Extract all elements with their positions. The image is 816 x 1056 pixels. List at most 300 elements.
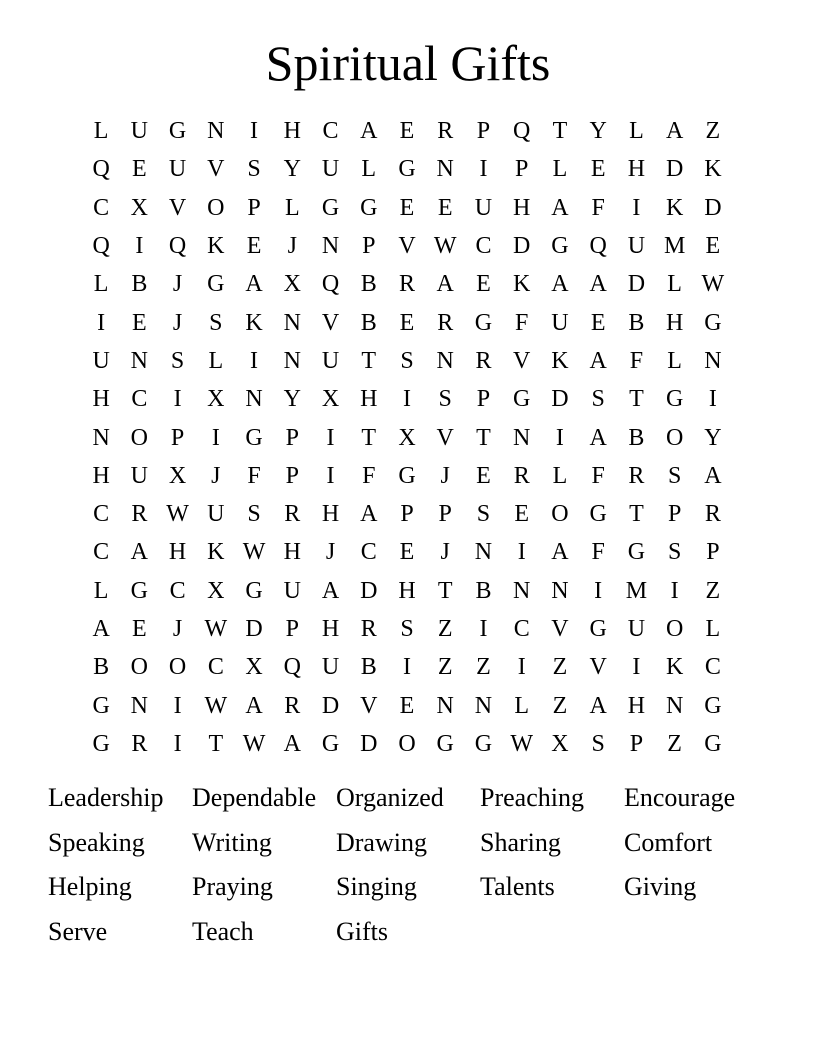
grid-letter: P <box>247 194 261 221</box>
grid-letter: B <box>475 577 492 604</box>
grid-letter: V <box>513 347 531 374</box>
grid-letter: E <box>399 692 415 719</box>
grid-letter: Q <box>283 654 301 681</box>
grid-letter: W <box>166 501 189 528</box>
grid-letter: G <box>589 616 607 642</box>
grid-letter: I <box>326 424 335 451</box>
grid-letter: U <box>321 156 340 183</box>
grid-letter: J <box>172 616 183 642</box>
word-bank-item: Leadership <box>48 783 164 812</box>
grid-letter: E <box>590 309 606 336</box>
grid-letter: N <box>283 347 301 374</box>
grid-letter: A <box>665 118 684 145</box>
grid-letter: L <box>667 347 682 374</box>
grid-letter: P <box>629 730 644 757</box>
grid-letter: L <box>93 271 109 298</box>
grid-letter: T <box>629 386 644 413</box>
grid-letter: D <box>321 692 340 719</box>
grid-letter: R <box>284 692 301 719</box>
grid-letter: G <box>551 233 569 260</box>
grid-letter: G <box>245 424 263 451</box>
grid-letter: H <box>92 462 110 489</box>
grid-row <box>82 533 732 571</box>
grid-letter: I <box>479 156 488 183</box>
grid-letter: A <box>589 271 607 298</box>
grid-letter: U <box>627 233 646 260</box>
grid-letter: N <box>92 424 110 451</box>
grid-letter: H <box>513 194 531 221</box>
grid-letter: I <box>479 616 488 642</box>
grid-letter: U <box>168 156 187 183</box>
grid-letter: Z <box>552 692 568 719</box>
grid-letter: R <box>437 309 454 336</box>
grid-row <box>82 686 732 724</box>
grid-letter: A <box>589 692 607 719</box>
grid-letter: R <box>284 501 301 528</box>
word-bank-item: Encourage <box>624 783 736 812</box>
grid-letter: R <box>513 462 530 489</box>
grid-letter: E <box>514 501 530 528</box>
grid-letter: T <box>361 424 377 451</box>
grid-letter: K <box>245 309 263 336</box>
grid-letter: D <box>704 194 722 221</box>
grid-letter: V <box>436 424 454 451</box>
grid-letter: V <box>321 309 340 336</box>
grid-letter: I <box>326 462 335 489</box>
grid-row <box>82 572 732 610</box>
grid-letter: C <box>207 654 224 681</box>
grid-letter: G <box>436 730 454 757</box>
grid-letter: P <box>706 539 720 566</box>
grid-letter: X <box>283 271 301 298</box>
grid-letter: L <box>284 194 300 221</box>
grid-letter: B <box>360 271 377 298</box>
grid-letter: U <box>321 654 340 681</box>
grid-letter: T <box>208 730 224 757</box>
word-bank-item: Organized <box>336 783 444 812</box>
grid-letter: E <box>246 233 262 260</box>
grid-letter: K <box>513 271 531 298</box>
grid-letter: O <box>551 501 569 528</box>
grid-letter: A <box>245 271 263 298</box>
grid-letter: C <box>704 654 721 681</box>
grid-letter: I <box>211 424 220 451</box>
grid-letter: I <box>517 539 526 566</box>
grid-letter: G <box>398 462 416 489</box>
grid-letter: C <box>131 386 148 413</box>
grid-letter: L <box>208 347 224 374</box>
word-bank <box>48 778 768 956</box>
grid-letter: Q <box>92 156 110 183</box>
grid-letter: I <box>632 194 641 221</box>
grid-letter: R <box>360 616 377 642</box>
grid-letter: V <box>551 616 569 642</box>
grid-letter: H <box>627 156 646 183</box>
grid-letter: W <box>701 271 725 298</box>
grid-letter: D <box>360 730 378 757</box>
grid-letter: E <box>705 233 721 260</box>
grid-letter: O <box>207 194 225 221</box>
grid-letter: H <box>283 539 301 566</box>
word-bank-item: Singing <box>336 872 417 902</box>
grid-letter: F <box>591 194 605 221</box>
grid-letter: L <box>705 616 721 642</box>
grid-letter: E <box>132 309 147 336</box>
grid-letter: Z <box>705 577 721 604</box>
grid-row <box>82 150 732 188</box>
grid-letter: F <box>591 462 605 489</box>
grid-letter: P <box>285 616 299 642</box>
word-bank-item: Teach <box>192 916 254 946</box>
grid-letter: A <box>245 692 263 719</box>
grid-letter: V <box>398 233 416 260</box>
grid-letter: U <box>551 309 569 336</box>
grid-letter: G <box>398 156 416 183</box>
grid-letter: C <box>93 501 110 528</box>
grid-letter: F <box>247 462 261 489</box>
grid-letter: X <box>551 730 569 757</box>
grid-letter: G <box>92 692 110 719</box>
grid-letter: L <box>93 577 109 604</box>
grid-letter: E <box>437 194 453 221</box>
grid-row <box>82 265 732 303</box>
grid-letter: W <box>510 730 534 757</box>
grid-letter: N <box>436 156 454 183</box>
grid-letter: P <box>438 501 452 528</box>
grid-letter: S <box>247 156 261 183</box>
grid-letter: G <box>130 577 149 604</box>
grid-letter: G <box>704 692 722 719</box>
grid-letter: H <box>321 616 340 642</box>
grid-letter: D <box>513 233 531 260</box>
grid-letter: P <box>476 118 491 145</box>
grid-letter: G <box>627 539 646 566</box>
grid-letter: I <box>670 577 679 604</box>
grid-letter: G <box>513 386 531 413</box>
grid-letter: H <box>168 539 187 566</box>
grid-letter: O <box>665 616 684 642</box>
grid-row <box>82 303 732 341</box>
grid-letter: D <box>627 271 646 298</box>
grid-row <box>82 342 732 380</box>
grid-letter: G <box>92 730 110 757</box>
grid-letter: Z <box>552 654 568 681</box>
grid-letter: X <box>245 654 263 681</box>
grid-letter: N <box>513 424 531 451</box>
grid-letter: G <box>474 730 493 757</box>
grid-letter: P <box>170 424 185 451</box>
grid-letter: L <box>552 156 568 183</box>
grid-letter: H <box>627 692 646 719</box>
grid-letter: A <box>130 539 149 566</box>
grid-row <box>82 112 732 150</box>
grid-letter: J <box>325 539 336 566</box>
word-bank-item: Helping <box>48 872 132 902</box>
grid-letter: X <box>130 194 149 221</box>
grid-letter: H <box>92 386 110 413</box>
grid-letter: V <box>168 194 187 221</box>
grid-letter: V <box>360 692 378 719</box>
grid-letter: E <box>590 156 606 183</box>
grid-letter: I <box>402 654 411 681</box>
grid-letter: K <box>207 233 225 260</box>
grid-letter: E <box>399 309 415 336</box>
grid-letter: O <box>130 424 149 451</box>
grid-letter: R <box>131 501 148 528</box>
grid-letter: T <box>361 347 377 374</box>
grid-letter: P <box>285 424 299 451</box>
grid-letter: X <box>207 577 225 604</box>
grid-letter: S <box>667 539 682 566</box>
grid-letter: D <box>245 616 263 642</box>
grid-letter: E <box>476 271 491 298</box>
grid-letter: E <box>399 194 415 221</box>
grid-letter: Q <box>321 271 340 298</box>
grid-letter: G <box>321 194 340 221</box>
grid-letter: Y <box>704 424 722 451</box>
grid-letter: Q <box>92 233 110 260</box>
grid-letter: Z <box>437 616 453 642</box>
grid-letter: W <box>433 233 457 260</box>
grid-letter: P <box>362 233 376 260</box>
grid-letter: T <box>552 118 568 145</box>
grid-letter: K <box>665 194 684 221</box>
grid-letter: I <box>555 424 564 451</box>
grid-letter: E <box>399 539 415 566</box>
grid-letter: L <box>552 462 568 489</box>
grid-letter: G <box>474 309 493 336</box>
grid-letter: S <box>400 616 414 642</box>
grid-letter: U <box>130 462 149 489</box>
grid-letter: S <box>247 501 261 528</box>
grid-letter: U <box>321 347 340 374</box>
grid-letter: A <box>704 462 722 489</box>
grid-letter: B <box>93 654 110 681</box>
word-bank-item: Dependable <box>192 783 317 812</box>
grid-letter: C <box>360 539 377 566</box>
grid-letter: A <box>551 194 569 221</box>
grid-letter: G <box>589 501 607 528</box>
word-bank-item: Talents <box>480 872 555 902</box>
grid-letter: L <box>514 692 530 719</box>
grid-letter: I <box>250 118 259 145</box>
grid-row <box>82 380 732 418</box>
grid-letter: S <box>476 501 491 528</box>
grid-letter: H <box>283 118 301 145</box>
grid-letter: E <box>399 118 415 145</box>
grid-letter: R <box>437 118 454 145</box>
grid-letter: N <box>321 233 340 260</box>
grid-letter: T <box>437 577 453 604</box>
grid-letter: X <box>168 462 187 489</box>
grid-row <box>82 189 732 227</box>
grid-letter: I <box>594 577 603 604</box>
grid-letter: F <box>591 539 605 566</box>
grid-letter: C <box>513 616 530 642</box>
grid-letter: X <box>207 386 225 413</box>
grid-letter: R <box>131 730 148 757</box>
grid-letter: O <box>398 730 416 757</box>
grid-letter: B <box>360 654 377 681</box>
grid-letter: P <box>400 501 414 528</box>
grid-letter: R <box>475 347 492 374</box>
grid-letter: G <box>168 118 187 145</box>
grid-letter: I <box>173 692 182 719</box>
grid-letter: I <box>402 386 411 413</box>
word-bank-item: Gifts <box>336 916 388 946</box>
grid-letter: O <box>665 424 684 451</box>
grid-letter: P <box>667 501 682 528</box>
grid-letter: N <box>436 347 454 374</box>
grid-letter: I <box>173 386 182 413</box>
grid-letter: I <box>632 654 641 681</box>
grid-letter: J <box>440 462 450 489</box>
grid-letter: H <box>360 386 378 413</box>
grid-letter: N <box>665 692 684 719</box>
grid-letter: J <box>287 233 297 260</box>
grid-letter: Z <box>476 654 491 681</box>
grid-letter: V <box>589 654 607 681</box>
grid-letter: Q <box>513 118 531 145</box>
grid-letter: W <box>242 539 266 566</box>
grid-letter: O <box>130 654 149 681</box>
word-bank-item: Speaking <box>48 827 145 857</box>
grid-letter: J <box>440 539 450 566</box>
grid-letter: N <box>436 692 454 719</box>
grid-letter: Z <box>437 654 453 681</box>
grid-letter: A <box>283 730 301 757</box>
grid-letter: A <box>360 118 378 145</box>
grid-letter: G <box>321 730 340 757</box>
grid-letter: I <box>173 730 182 757</box>
word-bank-item: Praying <box>192 872 273 902</box>
grid-letter: A <box>436 271 454 298</box>
grid-letter: N <box>130 692 149 719</box>
grid-letter: F <box>629 347 644 374</box>
word-bank-item: Writing <box>192 827 272 857</box>
grid-letter: I <box>708 386 717 413</box>
grid-letter: N <box>513 577 531 604</box>
grid-letter: F <box>515 309 529 336</box>
grid-letter: S <box>438 386 452 413</box>
grid-letter: Q <box>589 233 607 260</box>
grid-letter: S <box>591 386 605 413</box>
grid-letter: P <box>515 156 529 183</box>
grid-letter: E <box>132 156 147 183</box>
grid-letter: H <box>321 501 340 528</box>
grid-letter: R <box>704 501 721 528</box>
grid-letter: N <box>474 539 493 566</box>
grid-letter: I <box>250 347 259 374</box>
grid-row <box>82 725 732 763</box>
grid-letter: J <box>211 462 221 489</box>
grid-letter: H <box>665 309 684 336</box>
grid-letter: S <box>400 347 414 374</box>
grid-letter: Y <box>283 386 301 413</box>
page-title: Spiritual Gifts <box>265 35 551 91</box>
grid-letter: N <box>704 347 722 374</box>
grid-letter: Y <box>283 156 301 183</box>
grid-letter: G <box>207 271 225 298</box>
grid-letter: S <box>591 730 605 757</box>
grid-letter: H <box>398 577 416 604</box>
grid-letter: R <box>628 462 645 489</box>
grid-letter: N <box>474 692 493 719</box>
grid-letter: G <box>245 577 263 604</box>
grid-letter: B <box>360 309 377 336</box>
grid-letter: W <box>204 616 228 642</box>
grid-letter: U <box>627 616 646 642</box>
grid-letter: T <box>476 424 491 451</box>
grid-letter: J <box>172 271 183 298</box>
grid-letter: A <box>551 271 569 298</box>
grid-letter: L <box>93 118 109 145</box>
grid-letter: N <box>283 309 301 336</box>
grid-letter: U <box>207 501 225 528</box>
grid-letter: L <box>361 156 377 183</box>
grid-letter: D <box>665 156 684 183</box>
word-bank-item: Serve <box>48 916 108 946</box>
grid-letter: X <box>398 424 416 451</box>
grid-letter: G <box>665 386 684 413</box>
word-bank-item: Comfort <box>624 827 713 857</box>
grid-letter: V <box>207 156 225 183</box>
grid-letter: W <box>242 730 266 757</box>
grid-letter: C <box>322 118 339 145</box>
grid-row <box>82 610 732 648</box>
grid-letter: P <box>476 386 491 413</box>
grid-letter: G <box>704 730 722 757</box>
grid-row <box>82 495 732 533</box>
word-bank-item: Giving <box>624 872 697 902</box>
grid-letter: E <box>476 462 491 489</box>
grid-letter: U <box>474 194 493 221</box>
grid-letter: C <box>475 233 492 260</box>
grid-letter: X <box>321 386 340 413</box>
grid-letter: O <box>168 654 187 681</box>
grid-letter: N <box>551 577 569 604</box>
grid-letter: C <box>169 577 186 604</box>
grid-letter: U <box>92 347 110 374</box>
grid-letter: A <box>589 424 607 451</box>
grid-letter: J <box>172 309 183 336</box>
grid-letter: W <box>204 692 228 719</box>
grid-letter: S <box>667 462 682 489</box>
grid-letter: Y <box>589 118 607 145</box>
grid-letter: C <box>93 194 110 221</box>
grid-letter: K <box>665 654 684 681</box>
grid-letter: A <box>589 347 607 374</box>
grid-row <box>82 457 732 495</box>
word-bank-item: Drawing <box>336 827 427 857</box>
grid-letter: N <box>130 347 149 374</box>
grid-letter: K <box>551 347 569 374</box>
grid-letter: K <box>704 156 722 183</box>
grid-letter: G <box>704 309 722 336</box>
grid-letter: A <box>360 501 378 528</box>
grid-letter: S <box>209 309 223 336</box>
grid-letter: B <box>131 271 148 298</box>
grid-letter: G <box>360 194 378 221</box>
grid-letter: C <box>93 539 110 566</box>
grid-letter: A <box>321 577 340 604</box>
grid-letter: D <box>551 386 569 413</box>
grid-letter: A <box>551 539 569 566</box>
letter-grid <box>82 112 732 763</box>
grid-letter: M <box>625 577 648 604</box>
grid-letter: L <box>667 271 682 298</box>
grid-letter: I <box>517 654 526 681</box>
